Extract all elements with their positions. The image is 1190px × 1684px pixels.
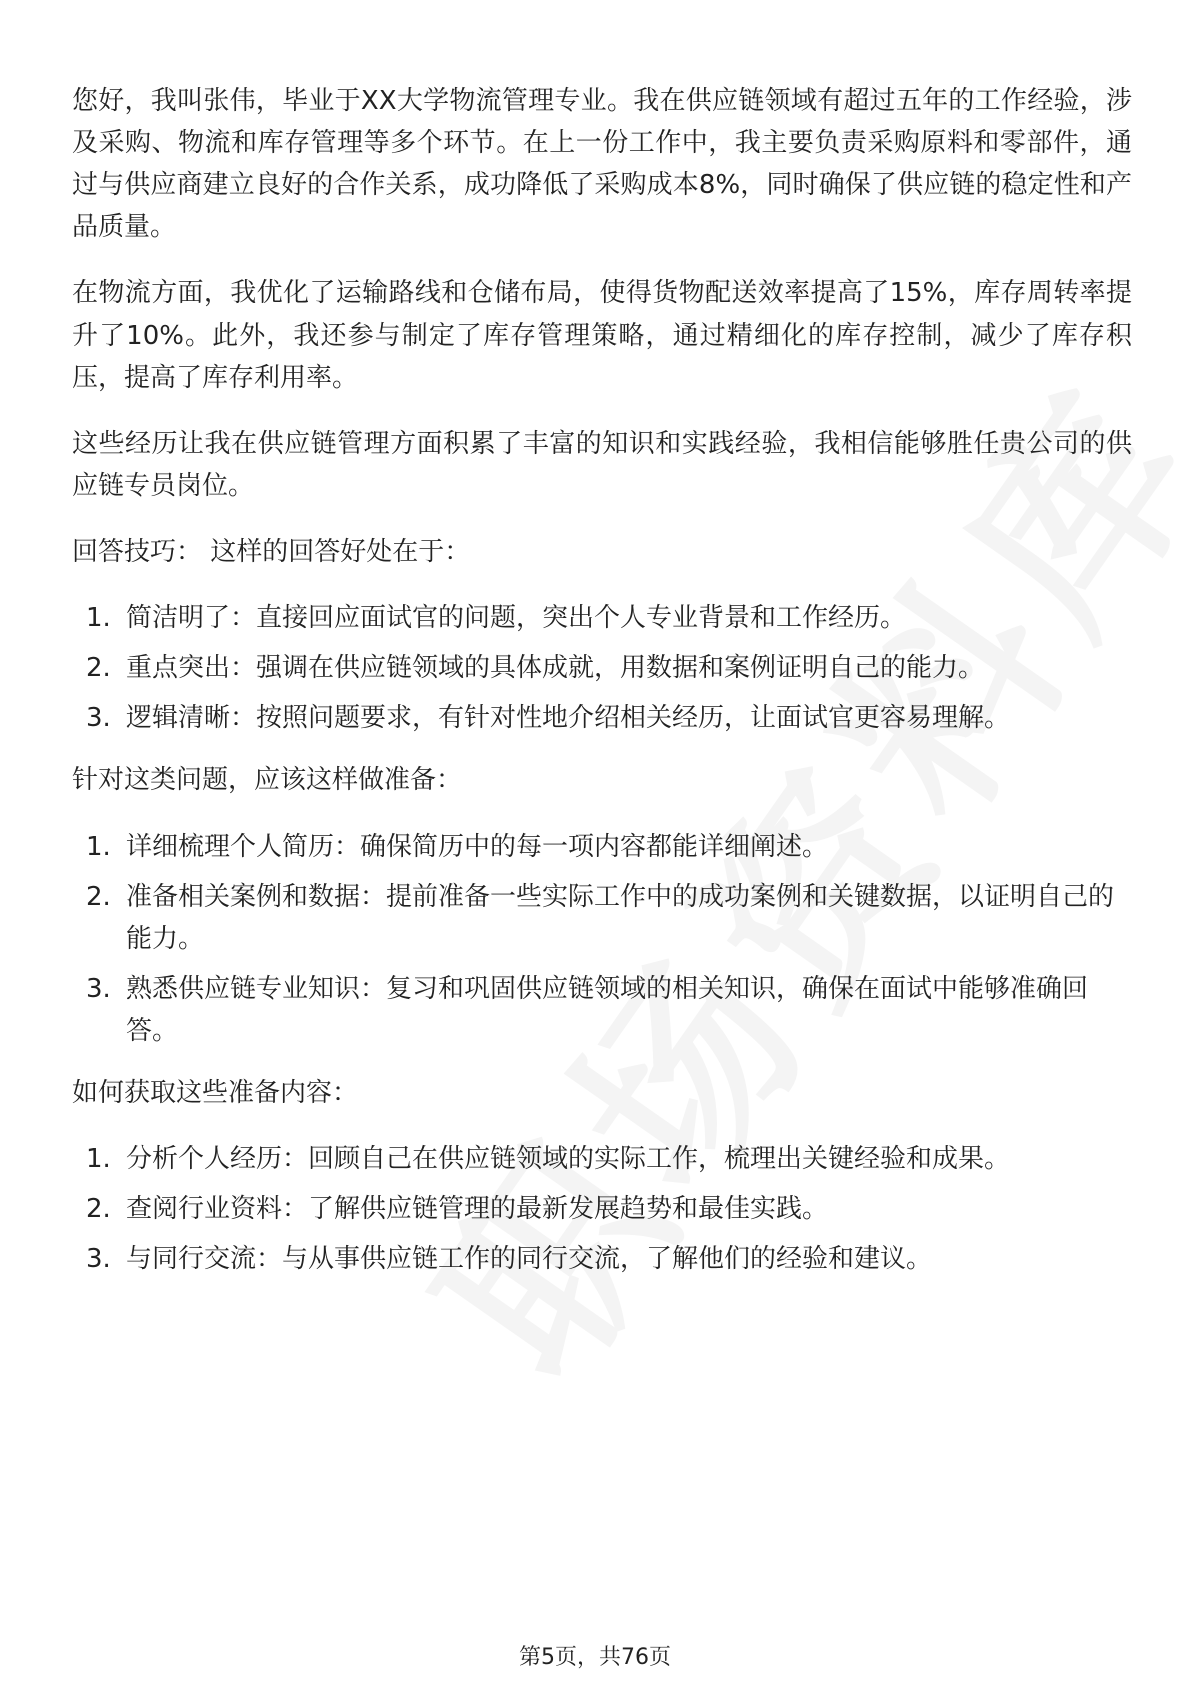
list-number: 1. — [86, 603, 111, 634]
tips-heading: 回答技巧： 这样的回答好处在于： — [72, 536, 471, 567]
tips-list — [72, 597, 1132, 739]
list-number: 2. — [86, 881, 111, 912]
list-item — [72, 597, 1132, 639]
list-number: 1. — [86, 831, 111, 862]
list-item-text: 详细梳理个人简历：确保简历中的每一项内容都能详细阐述。 — [126, 831, 829, 862]
list-number: 3. — [86, 703, 111, 734]
page-number-footer: 第5页，共76页 — [519, 1645, 671, 1670]
list-item — [72, 1138, 1132, 1180]
list-item-text: 熟悉供应链专业知识：复习和巩固供应链领域的相关知识，确保在面试中能够准确回答。 — [126, 973, 1089, 1046]
list-item — [72, 968, 1132, 1052]
prepare-list — [72, 826, 1132, 1053]
list-number: 1. — [86, 1144, 111, 1175]
list-item — [72, 1238, 1132, 1280]
list-item-text: 查阅行业资料：了解供应链管理的最新发展趋势和最佳实践。 — [126, 1194, 829, 1225]
paragraph-intro: 您好，我叫张伟，毕业于XX大学物流管理专业。我在供应链领域有超过五年的工作经验，涉及采购、物流和库存管理等多个环节。在上一份工作中，我主要负责采购原料和零部件，通过与供应商建立良好的合作关系，成功降低了采购成本8%，同时确保了供应链的稳定性和产品质量。 — [72, 86, 1132, 243]
list-number: 2. — [86, 1194, 111, 1225]
list-number: 2. — [86, 653, 111, 684]
list-number: 3. — [86, 1244, 111, 1275]
list-item-text: 逻辑清晰：按照问题要求，有针对性地介绍相关经历，让面试官更容易理解。 — [126, 703, 1011, 734]
obtain-heading: 如何获取这些准备内容： — [72, 1078, 359, 1109]
paragraph-conclusion: 这些经历让我在供应链管理方面积累了丰富的知识和实践经验，我相信能够胜任贵公司的供应链专员岗位。 — [72, 428, 1132, 501]
document-body — [72, 80, 1132, 1301]
list-item-text: 重点突出：强调在供应链领域的具体成就，用数据和案例证明自己的能力。 — [126, 653, 985, 684]
list-item — [72, 647, 1132, 689]
list-item — [72, 1188, 1132, 1230]
list-item — [72, 826, 1132, 868]
prepare-heading: 针对这类问题，应该这样做准备： — [72, 765, 463, 796]
obtain-list — [72, 1138, 1132, 1280]
paragraph-logistics: 在物流方面，我优化了运输路线和仓储布局，使得货物配送效率提高了15%，库存周转率提升了10%。此外，我还参与制定了库存管理策略，通过精细化的库存控制，减少了库存积压，提高了库存利用率。 — [72, 278, 1132, 393]
list-item-text: 分析个人经历：回顾自己在供应链领域的实际工作，梳理出关键经验和成果。 — [126, 1144, 1011, 1175]
list-item-text: 简洁明了：直接回应面试官的问题，突出个人专业背景和工作经历。 — [126, 603, 907, 634]
list-item — [72, 876, 1132, 960]
list-number: 3. — [86, 973, 111, 1004]
list-item-text: 准备相关案例和数据：提前准备一些实际工作中的成功案例和关键数据，以证明自己的能力。 — [126, 881, 1115, 954]
list-item-text: 与同行交流：与从事供应链工作的同行交流，了解他们的经验和建议。 — [126, 1244, 933, 1275]
list-item — [72, 697, 1132, 739]
